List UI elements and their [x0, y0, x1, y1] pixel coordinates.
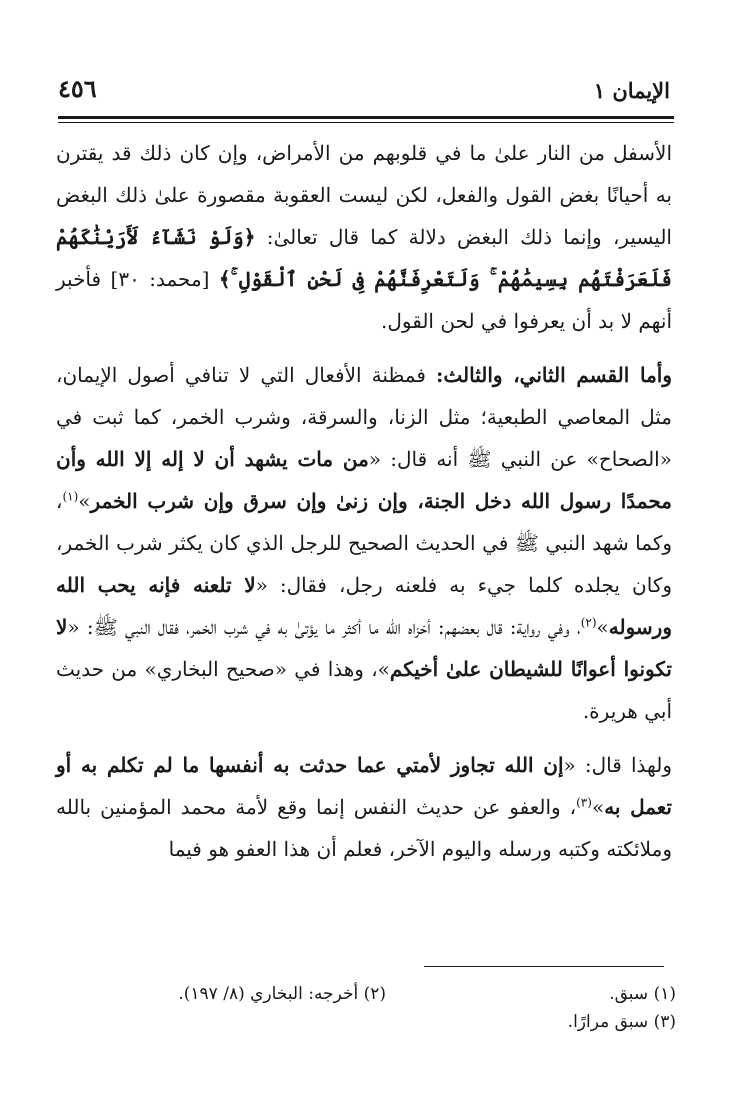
text-run: »، وهذا في «صحيح البخاري» من حديث أبي هريرة.: [56, 657, 672, 723]
footnote-ref[interactable]: (١): [62, 489, 79, 504]
verse-reference: [محمد: ٣٠]: [101, 267, 219, 291]
footnote-row: [56, 980, 676, 1008]
footnote-1: (١) سبق.: [609, 984, 676, 1004]
hadith-text: من مات يشهد أن لا إله إلا الله وأن محمدًا رسول الله دخل الجنة، وإن زنىٰ وإن سرق وإن شرب الخمر: [56, 447, 672, 513]
text-run: فمظنة الأفعال التي لا تنافي أصول الإيمان، مثل المعاصي الطبعية؛ مثل الزنا، والسرقة، وشرب الخمر، كما ثبت في «الصحاح» عن النبي ﷺ أنه قال: «: [56, 363, 672, 471]
text-run: ، وكما شهد النبي ﷺ في الحديث الصحيح للرجل الذي كان يكثر شرب الخمر، وكان يجلده كلما جيء به فلعنه رجل، فقال: «: [56, 489, 672, 597]
text-run: ، وفي رواية: قال بعضهم: أخزاه الله ما أكثر ما يؤتىٰ به في شرب الخمر، فقال النبي ﷺ: «: [67, 615, 581, 639]
page-number: ٤٥٦: [58, 74, 97, 103]
text-run: ولهذا قال: «: [563, 753, 673, 777]
section-lead: وأما القسم الثاني، والثالث:: [436, 363, 672, 387]
footnote-row: [56, 1008, 676, 1036]
text-run: الأسفل من النار علىٰ ما في قلوبهم من الأمراض، وإن كان ذلك قد يقترن به أحيانًا بغض القول والفعل، لكن ليست العقوبة مقصورة علىٰ ذلك البغض اليسير، وإنما ذلك البغض دلالة كما قال تعالىٰ:: [56, 141, 672, 249]
hadith-text: إن الله تجاوز لأمتي عما حدثت به أنفسها ما لم تكلم به أو تعمل به: [56, 753, 672, 819]
footnote-2: (٢) أخرجه: البخاري (٨/ ١٩٧).: [178, 984, 386, 1004]
footnote-rule: [424, 966, 664, 967]
paragraph-1: [56, 132, 672, 342]
quran-verse: ﴿وَلَوْ نَشَآءُ لَأَرَيْنَٰكَهُمْ فَلَعَرَفْتَهُم بِسِيمَٰهُمْ ۚ وَلَتَعْرِفَنَّهُمْ فِى لَحْنِ ٱلْقَوْلِ ۚ﴾: [56, 225, 672, 291]
paragraph-3: [56, 744, 672, 870]
main-text: [56, 132, 672, 870]
text-run: »: [596, 615, 609, 639]
text-run: »: [78, 489, 91, 513]
footnote-3: (٣) سبق مرارًا.: [567, 1012, 676, 1032]
paragraph-2: [56, 354, 672, 732]
text-run: فأخبر أنهم لا بد أن يعرفوا في لحن القول.: [56, 267, 672, 333]
footnotes: [56, 980, 676, 1036]
header-rule-thin: [58, 122, 674, 123]
text-run: »: [591, 795, 605, 819]
header-rule-thick: [58, 116, 674, 119]
hadith-text: لا تكونوا أعوانًا للشيطان علىٰ أخيكم: [56, 615, 672, 681]
footnote-ref[interactable]: (٢): [580, 615, 597, 630]
page-header: [58, 74, 670, 110]
footnote-ref[interactable]: (٣): [576, 795, 592, 810]
hadith-text: لا تلعنه فإنه يحب الله ورسوله: [56, 573, 672, 639]
running-title: الإيمان ١: [593, 78, 670, 103]
text-run: ، والعفو عن حديث النفس إنما وقع لأمة محمد المؤمنين بالله وملائكته وكتبه ورسله واليوم الآخر، فعلم أن هذا العفو هو فيما: [56, 795, 672, 861]
